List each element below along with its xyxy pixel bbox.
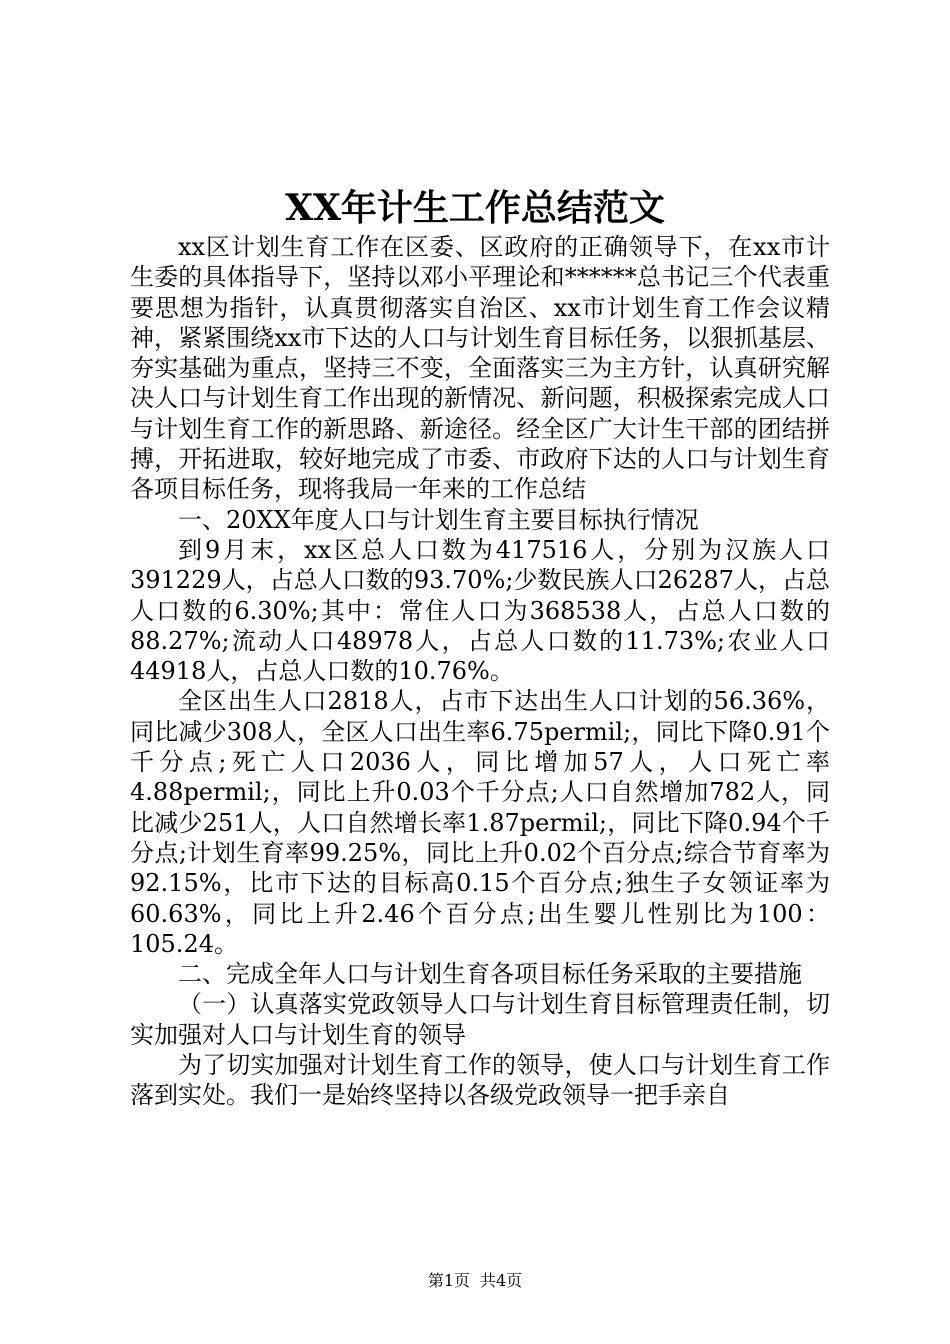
population-paragraph: 到9月末，xx区总人口数为417516人，分别为汉族人口391229人，占总人口数的93.70%;少数民族人口26287人，占总人口数的6.30%;其中：常住人口为368538人，占总人口数的88.27%;流动人口48978人，占总人口数的11.73%;农业人口44918人，占总人口数的10.76%。 (130, 535, 830, 686)
section-heading-2: 二、完成全年人口与计划生育各项目标任务采取的主要措施 (178, 960, 802, 989)
birth-statistics-paragraph: 全区出生人口2818人，占市下达出生人口计划的56.36%，同比减少308人，全区人口出生率6.75permil;，同比下降0.91个千分点;死亡人口2036人，同比增加57人，人口死亡率4.88permil;，同比上升0.03个千分点;人口自然增加782人，同比减少251人，人口自然增长率1.87permil;，同比下降0.94个千分点;计划生育率99.25%，同比上升0.02个百分点;综合节育率为92.15%，比市下达的目标高0.15个百分点;独生子女领证率为60.63%，同比上升2.46个百分点;出生婴儿性别比为100：105.24。 (130, 687, 830, 958)
page-number: 第1页 (427, 1271, 470, 1290)
intro-paragraph: xx区计划生育工作在区委、区政府的正确领导下，在xx市计生委的具体指导下，坚持以邓小平理论和******总书记三个代表重要思想为指针，认真贯彻落实自治区、xx市计划生育工作会议精神，紧紧围绕xx市下达的人口与计划生育目标任务，以狠抓基层、夯实基础为重点，坚持三不变，全面落实三为主方针，认真研究解决人口与计划生育工作出现的新情况、新问题，积极探索完成人口与计划生育工作的新思路、新途径。经全区广大计生干部的团结拼搏，开拓进取，较好地完成了市委、市政府下达的人口与计划生育各项目标任务，现将我局一年来的工作总结 (130, 233, 830, 504)
document-title: XX年计生工作总结范文 (285, 187, 665, 229)
section-heading-1: 一、20XX年度人口与计划生育主要目标执行情况 (178, 505, 699, 534)
subsection-heading-1: （一）认真落实党政领导人口与计划生育目标管理责任制，切实加强对人口与计划生育的领导 (130, 990, 830, 1049)
page-total: 共4页 (480, 1271, 523, 1290)
page-footer (0, 1270, 950, 1292)
document-body (130, 232, 830, 1111)
leadership-paragraph: 为了切实加强对计划生育工作的领导，使人口与计划生育工作落到实处。我们一是始终坚持以各级党政领导一把手亲自 (130, 1051, 830, 1110)
